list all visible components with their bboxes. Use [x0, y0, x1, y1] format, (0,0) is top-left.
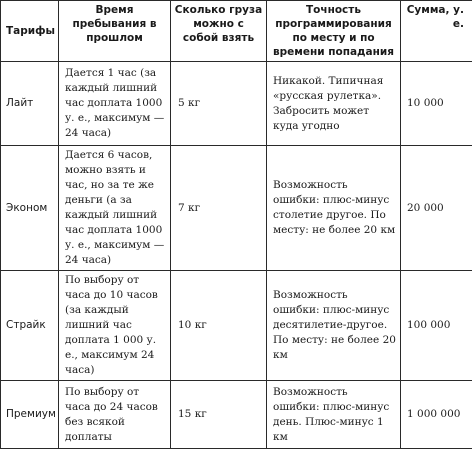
table-row [1, 146, 472, 271]
table-header-row [1, 1, 472, 62]
header-time: Время пребывания в прошлом [59, 1, 171, 62]
tariff-name: Страйк [1, 271, 59, 381]
time-cell: Дается 1 час (за каждый лишний час доплата 1000 у. е., максимум — 24 часа) [59, 62, 171, 146]
accuracy-cell: Возможность ошибки: плюс-минус день. Плюс-минус 1 км [267, 381, 401, 449]
time-cell: По выбору от часа до 24 часов без всякой доплаты [59, 381, 171, 449]
accuracy-cell: Возможность ошибки: плюс-минус десятилетие-другое. По месту: не более 20 км [267, 271, 401, 381]
sum-cell: 100 000 [401, 271, 472, 381]
cargo-cell: 5 кг [171, 62, 267, 146]
table-row [1, 271, 472, 381]
tariff-name: Премиум [1, 381, 59, 449]
accuracy-cell: Возможность ошибки: плюс-минус столетие другое. По месту: не более 20 км [267, 146, 401, 271]
time-cell: По выбору от часа до 10 часов (за каждый лишний час доплата 1 000 у. е., максимум 24 часа) [59, 271, 171, 381]
table-row [1, 62, 472, 146]
sum-cell: 10 000 [401, 62, 472, 146]
header-cargo: Сколько груза можно с собой взять [171, 1, 267, 62]
accuracy-cell: Никакой. Типичная «русская рулетка». Забросить может куда угодно [267, 62, 401, 146]
cargo-cell: 7 кг [171, 146, 267, 271]
cargo-cell: 15 кг [171, 381, 267, 449]
header-accuracy: Точность программирования по месту и по времени попадания [267, 1, 401, 62]
tariff-name: Эконом [1, 146, 59, 271]
table-row [1, 381, 472, 449]
sum-cell: 1 000 000 [401, 381, 472, 449]
cargo-cell: 10 кг [171, 271, 267, 381]
header-sum: Сумма, у. е. [401, 1, 472, 62]
tariff-name: Лайт [1, 62, 59, 146]
sum-cell: 20 000 [401, 146, 472, 271]
time-cell: Дается 6 часов, можно взять и час, но за те же деньги (а за каждый лишний час доплата 1000 у. е., максимум — 24 часа) [59, 146, 171, 271]
header-tariff: Тарифы [1, 1, 59, 62]
